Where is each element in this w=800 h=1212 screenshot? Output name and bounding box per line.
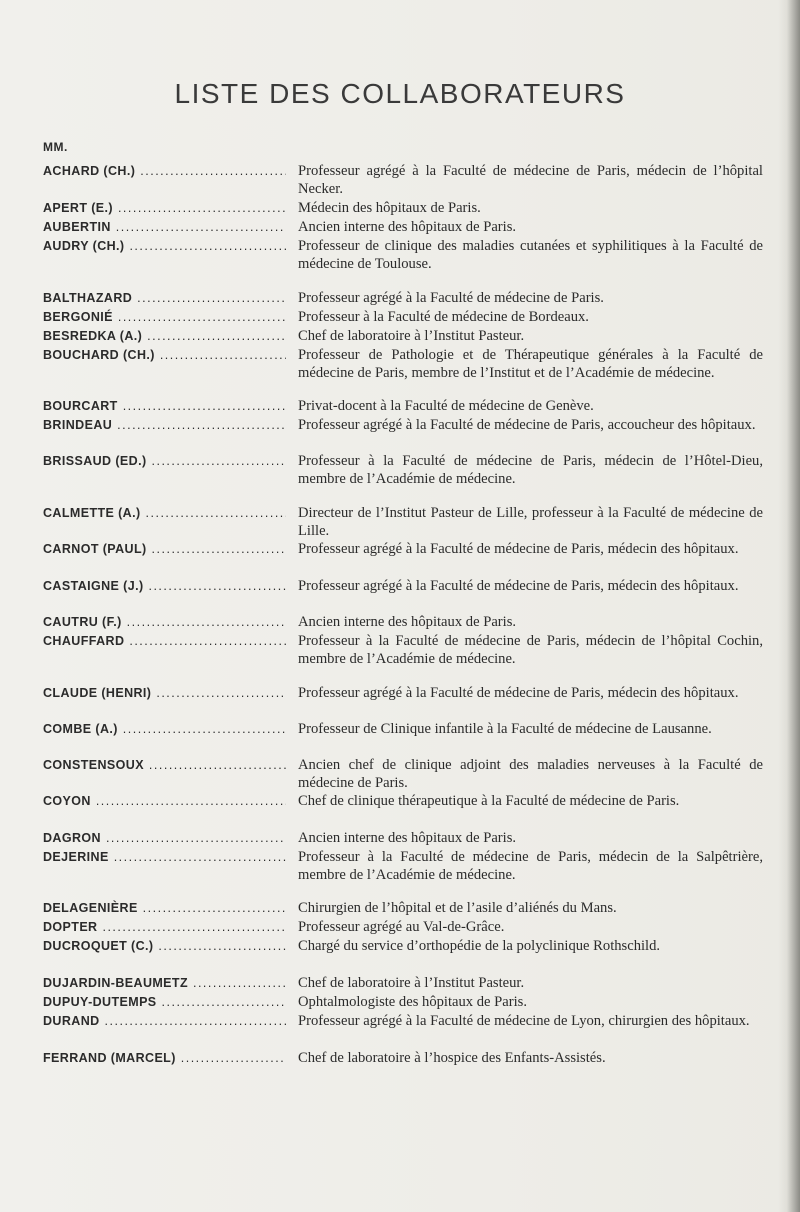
collaborator-name: DUPUY-DUTEMPS .....	[43, 993, 286, 1011]
collaborator-description: Médecin des hôpitaux de Paris.	[298, 200, 481, 216]
collaborator-name: CLAUDE (HENRI) .....	[43, 684, 286, 702]
collaborator-name: DAGRON .....	[43, 829, 286, 847]
page-title: LISTE DES COLLABORATEURS	[174, 78, 626, 109]
collaborator-description: Professeur agrégé à la Faculté de médecine de Paris, médecin de l’hôpital Necker.	[298, 163, 763, 197]
collaborator-name: FERRAND (MARCEL) .....	[43, 1049, 286, 1067]
collaborator-name: DEJERINE .....	[43, 848, 286, 866]
collaborator-description: Professeur agrégé au Val-de-Grâce.	[298, 919, 505, 935]
collaborator-description: Professeur de clinique des maladies cutanées et syphilitiques à la Faculté de médecine de Toulouse.	[298, 238, 763, 272]
collaborator-name: DELAGENIÈRE .....	[43, 899, 286, 917]
collaborator-description: Professeur agrégé à la Faculté de médecine de Paris.	[298, 290, 604, 306]
collaborator-name: CHAUFFARD .....	[43, 632, 286, 650]
collaborator-name: DUCROQUET (C.) .....	[43, 937, 286, 955]
collaborator-name: CAUTRU (F.) .....	[43, 613, 286, 631]
list-heading: MM.	[43, 140, 68, 154]
collaborator-description: Ancien chef de clinique adjoint des maladies nerveuses à la Faculté de médecine de Paris.	[298, 757, 763, 791]
collaborator-description: Professeur agrégé à la Faculté de médecine de Paris, médecin des hôpitaux.	[298, 578, 739, 594]
collaborator-name: BALTHAZARD .....	[43, 289, 286, 307]
collaborator-description: Professeur agrégé à la Faculté de médecine de Lyon, chirurgien des hôpitaux.	[298, 1013, 750, 1029]
collaborator-description: Ophtalmologiste des hôpitaux de Paris.	[298, 994, 528, 1010]
collaborator-description: Professeur à la Faculté de médecine de Paris, médecin de l’Hôtel-Dieu, membre de l’Académie de médecine.	[298, 453, 763, 487]
collaborator-name: DUJARDIN-BEAUMETZ .....	[43, 974, 286, 992]
collaborator-name: COMBE (A.) .....	[43, 720, 286, 738]
collaborator-name: CONSTENSOUX .....	[43, 756, 286, 774]
collaborator-name: CASTAIGNE (J.) .....	[43, 577, 286, 595]
collaborator-description: Chef de laboratoire à l’hospice des Enfants-Assistés.	[298, 1050, 606, 1066]
page-edge-shadow	[778, 0, 800, 1212]
collaborator-name: BOURCART .....	[43, 397, 286, 415]
collaborator-description: Professeur agrégé à la Faculté de médecine de Paris, accoucheur des hôpitaux.	[298, 417, 756, 433]
collaborator-description: Professeur à la Faculté de médecine de Paris, médecin de l’hôpital Cochin, membre de l’Académie de médecine.	[298, 633, 763, 667]
collaborator-name: BERGONIÉ .....	[43, 308, 286, 326]
collaborator-name: DURAND .....	[43, 1012, 286, 1030]
collaborator-description: Chargé du service d’orthopédie de la polyclinique Rothschild.	[298, 938, 661, 954]
collaborator-name: CARNOT (PAUL) .....	[43, 540, 286, 558]
collaborator-description: Chef de clinique thérapeutique à la Faculté de médecine de Paris.	[298, 793, 680, 809]
collaborator-name: AUDRY (CH.) .....	[43, 237, 286, 255]
collaborator-description: Directeur de l’Institut Pasteur de Lille, professeur à la Faculté de médecine de Lille.	[298, 505, 763, 539]
collaborator-name: APERT (E.) .....	[43, 199, 286, 217]
collaborator-description: Ancien interne des hôpitaux de Paris.	[298, 219, 517, 235]
collaborator-description: Professeur agrégé à la Faculté de médecine de Paris, médecin des hôpitaux.	[298, 685, 739, 701]
collaborator-description: Professeur à la Faculté de médecine de Bordeaux.	[298, 309, 589, 325]
collaborator-description: Professeur agrégé à la Faculté de médecine de Paris, médecin des hôpitaux.	[298, 541, 739, 557]
collaborator-name: DOPTER .....	[43, 918, 286, 936]
collaborator-description: Ancien interne des hôpitaux de Paris.	[298, 614, 517, 630]
collaborator-name: CALMETTE (A.) .....	[43, 504, 286, 522]
collaborator-name: AUBERTIN .....	[43, 218, 286, 236]
collaborator-description: Privat-docent à la Faculté de médecine de Genève.	[298, 398, 594, 414]
collaborator-name: BESREDKA (A.) .....	[43, 327, 286, 345]
collaborator-name: BRINDEAU .....	[43, 416, 286, 434]
collaborator-name: ACHARD (CH.) .....	[43, 162, 286, 180]
collaborator-description: Ancien interne des hôpitaux de Paris.	[298, 830, 517, 846]
collaborator-name: COYON .....	[43, 792, 286, 810]
collaborator-description: Chef de laboratoire à l’Institut Pasteur.	[298, 328, 525, 344]
collaborator-description: Chef de laboratoire à l’Institut Pasteur.	[298, 975, 525, 991]
collaborator-description: Professeur à la Faculté de médecine de Paris, médecin de la Salpêtrière, membre de l’Académie de médecine.	[298, 849, 763, 883]
collaborator-description: Professeur de Pathologie et de Thérapeutique générales à la Faculté de médecine de Paris, membre de l’Institut et de l’Académie de médecine.	[298, 347, 763, 381]
collaborator-name: BRISSAUD (ED.) .....	[43, 452, 286, 470]
collaborator-description: Chirurgien de l’hôpital et de l’asile d’aliénés du Mans.	[298, 900, 617, 916]
collaborator-description: Professeur de Clinique infantile à la Faculté de médecine de Lausanne.	[298, 721, 712, 737]
collaborator-name: BOUCHARD (CH.) .....	[43, 346, 286, 364]
